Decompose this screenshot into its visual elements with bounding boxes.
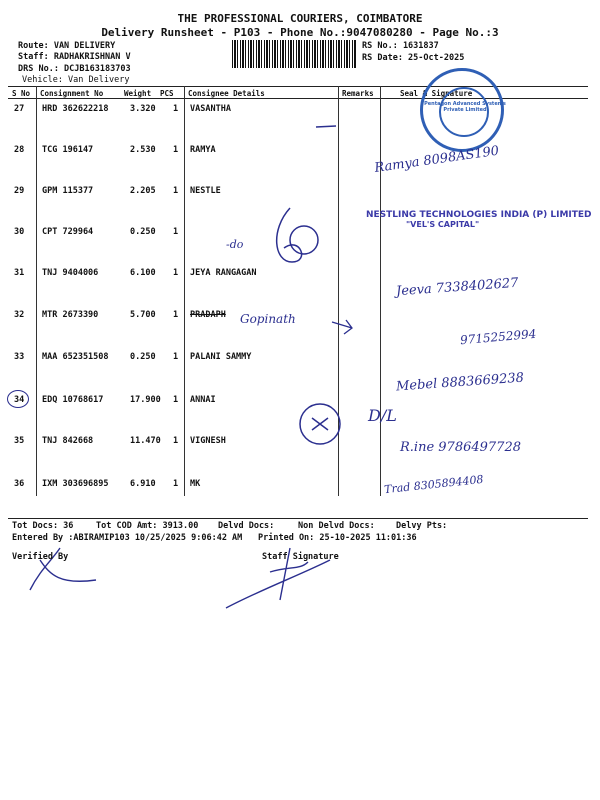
row-pcs: 1 (173, 479, 179, 489)
col-sno: S No (12, 89, 31, 98)
row-pcs: 1 (173, 268, 179, 278)
col-consignee: Consignee Details (188, 89, 265, 98)
row-sno: 34 (14, 395, 25, 405)
row-weight: 2.205 (130, 186, 156, 196)
nestling-stamp-name: NESTLING TECHNOLOGIES INDIA (P) LIMITED (366, 210, 592, 220)
row-pcs: 1 (173, 186, 179, 196)
signature-r33: Mebel 8883669238 (395, 370, 525, 395)
row-weight: 3.320 (130, 104, 156, 114)
row-sno: 33 (14, 352, 25, 362)
col-remarks: Remarks (342, 89, 374, 98)
row-consignment: GPM 115377 (42, 186, 94, 196)
row-consignee: JEYA RANGAGAN (190, 268, 257, 278)
row-weight: 17.900 (130, 395, 161, 405)
delvy-pts: Delvy Pts: (396, 521, 448, 531)
delvd-docs: Delvd Docs: (218, 521, 275, 531)
row-pcs: 1 (173, 145, 179, 155)
col-seal: Seal & Signature (400, 89, 473, 98)
row-sno: 28 (14, 145, 25, 155)
signature-r32: 9715252994 (459, 326, 537, 348)
tot-docs: Tot Docs: 36 (12, 521, 74, 531)
row-sno: 29 (14, 186, 25, 196)
col-consignment: Consignment No (40, 89, 104, 98)
row-consignment: MTR 2673390 (42, 310, 99, 320)
row-consignment: HRD 362622218 (42, 104, 109, 114)
entered-by: Entered By :ABIRAMIP103 10/25/2025 9:06:42 AM (12, 533, 243, 543)
row-pcs: 1 (173, 227, 179, 237)
row-consignee: PALANI SAMMY (190, 352, 252, 362)
row-consignment: CPT 729964 (42, 227, 94, 237)
row-consignment: EDQ 10768617 (42, 395, 104, 405)
col-weight: Weight (124, 89, 152, 98)
row-pcs: 1 (173, 104, 179, 114)
row-sno: 35 (14, 436, 25, 446)
row-weight: 0.250 (130, 227, 156, 237)
row-consignment: IXM 303696895 (42, 479, 109, 489)
staff-signature: Staff Signature (262, 552, 339, 562)
drs-label: DRS No.: DCJB163183703 (18, 64, 131, 74)
row-consignee: VASANTHA (190, 104, 231, 114)
row-sno: 31 (14, 268, 25, 278)
row-weight: 0.250 (130, 352, 156, 362)
signature-r35: R.ine 9786497728 (400, 440, 521, 455)
footer-rule (8, 518, 588, 519)
row-sno: 27 (14, 104, 25, 114)
row-consignee: MK (190, 479, 201, 489)
printed-on: Printed On: 25-10-2025 11:01:36 (258, 533, 417, 543)
verified-by: Verified By (12, 552, 69, 562)
signature-r31: Jeeva 7338402627 (395, 275, 519, 300)
row-consignment: TCG 196147 (42, 145, 94, 155)
row-sno: 32 (14, 310, 25, 320)
vehicle-label: Vehicle: Van Delivery (22, 75, 130, 85)
row-weight: 2.530 (130, 145, 156, 155)
row-consignment: MAA 652351508 (42, 352, 109, 362)
row-pcs: 1 (173, 310, 179, 320)
row-consignee: VIGNESH (190, 436, 226, 446)
row-weight: 5.700 (130, 310, 156, 320)
row-sno: 30 (14, 227, 25, 237)
row-consignee: RAMYA (190, 145, 216, 155)
row-consignee: PRADAPH (190, 310, 226, 320)
agency-stamp-text: Pentagon Advanced Systems Private Limited (424, 101, 506, 113)
nestling-stamp-sub: "VEL'S CAPITAL" (406, 220, 480, 229)
rs-date: RS Date: 25-Oct-2025 (362, 53, 465, 63)
non-delvd-docs: Non Delvd Docs: (298, 521, 375, 531)
row-weight: 11.470 (130, 436, 161, 446)
signature-r36: Trad 8305894408 (383, 472, 485, 497)
company-title: THE PROFESSIONAL COURIERS, COIMBATORE (177, 12, 423, 25)
row-sno: 36 (14, 479, 25, 489)
staff-label: Staff: RADHAKRISHNAN V (18, 52, 131, 62)
row-weight: 6.910 (130, 479, 156, 489)
signature-r28: Ramya 8098AS190 (373, 143, 501, 176)
handwriting-r32: Gopinath (240, 312, 296, 326)
row-consignment: TNJ 9404006 (42, 268, 99, 278)
col-pcs: PCS (160, 89, 174, 98)
row-consignee: ANNAI (190, 395, 216, 405)
signature-r34: D/L (368, 406, 397, 425)
row-pcs: 1 (173, 436, 179, 446)
route-label: Route: VAN DELIVERY (18, 41, 116, 51)
row-consignment: TNJ 842668 (42, 436, 94, 446)
handwriting-r30: -do (226, 238, 244, 251)
row-weight: 6.100 (130, 268, 156, 278)
row-consignee: NESTLE (190, 186, 221, 196)
tot-cod: Tot COD Amt: 3913.00 (96, 521, 199, 531)
runsheet-subtitle: Delivery Runsheet - P103 - Phone No.:9047080280 - Page No.:3 (101, 26, 499, 39)
row-pcs: 1 (173, 352, 179, 362)
rs-number: RS No.: 1631837 (362, 41, 439, 51)
row-pcs: 1 (173, 395, 179, 405)
